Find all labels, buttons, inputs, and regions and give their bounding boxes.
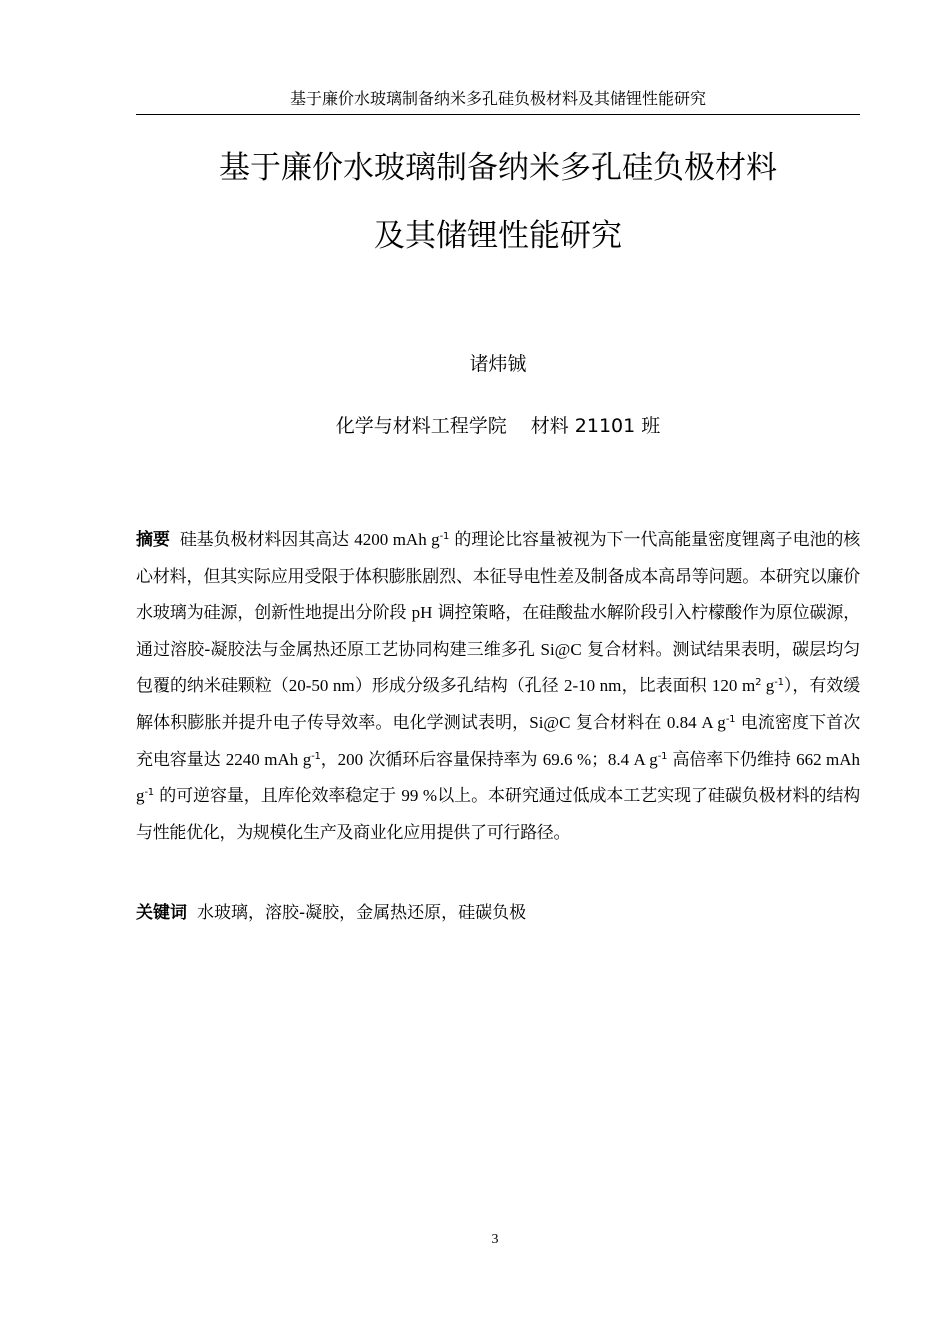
abstract-latin-run: 4200 mAh g bbox=[354, 530, 440, 549]
author-affiliation bbox=[100, 412, 896, 440]
abstract-text-run: 复合材料在 bbox=[570, 712, 667, 733]
paper-title-line-1: 基于廉价水玻璃制备纳米多孔硅负极材料 bbox=[219, 150, 777, 186]
abstract-latin-run: g bbox=[761, 676, 775, 696]
abstract-label: 摘要 bbox=[136, 530, 170, 550]
abstract-latin-run: 99 % bbox=[401, 786, 438, 806]
abstract-text-run: ）形成分级多孔结构（孔径 bbox=[354, 676, 564, 697]
keywords-line bbox=[136, 895, 860, 931]
abstract-superscript: -1 bbox=[144, 787, 154, 799]
abstract-superscript: 2 bbox=[755, 677, 762, 689]
abstract-latin-run: Si@C bbox=[529, 712, 571, 732]
author-name: 诸炜铖 bbox=[469, 353, 527, 375]
abstract-latin-run: pH bbox=[411, 603, 433, 623]
abstract-text-run: 以上。本研究通过低成本工艺实现了硅碳负极材料的结构与性能优化，为规模化生产及商业化应用提供了可行路径。 bbox=[136, 786, 860, 843]
running-header: 基于廉价水玻璃制备纳米多孔硅负极材料及其储锂性能研究 bbox=[136, 86, 860, 115]
abstract-text-run: 次循环后容量保持率为 bbox=[363, 749, 543, 770]
abstract-latin-run: 662 mAh g bbox=[136, 749, 861, 806]
abstract-text-run: 硅基负极材料因其高达 bbox=[179, 530, 355, 550]
college-name: 化学与材料工程学院 bbox=[335, 415, 507, 437]
abstract-body bbox=[136, 530, 860, 843]
abstract-latin-run: 69.6 % bbox=[542, 749, 592, 769]
abstract-text-run: 的可逆容量，且库伦效率稳定于 bbox=[153, 786, 402, 807]
abstract-latin-run: 200 bbox=[337, 749, 364, 769]
abstract-text-run: ，比表面积 bbox=[621, 676, 712, 697]
abstract-text-run: 调控策略，在硅酸盐水解阶段引入柠檬酸作为原位碳源，通过溶胶-凝胶法与金属热还原工艺协同构建三维多孔 bbox=[136, 603, 860, 660]
abstract-text-run: ），有效缓解体积膨胀并提升电子传导效率。电化学测试表明， bbox=[136, 676, 861, 733]
abstract-latin-run: 120 m bbox=[711, 676, 756, 696]
abstract-superscript: -1 bbox=[725, 713, 736, 725]
keywords-label: 关键词 bbox=[136, 903, 187, 923]
abstract-superscript: -1 bbox=[774, 677, 784, 689]
abstract-text-run: 复合材料。测试结果表明，碳层均匀包覆的纳米硅颗粒（ bbox=[136, 639, 860, 697]
abstract-text-run: 高倍率下仍维持 bbox=[667, 749, 797, 770]
abstract-latin-run: 8.4 A g bbox=[607, 749, 658, 769]
abstract-superscript: -1 bbox=[657, 750, 668, 762]
abstract-superscript: -1 bbox=[439, 531, 450, 542]
abstract-text-run: 电流密度下首次充电容量达 bbox=[136, 712, 860, 770]
abstract-latin-run: 2-10 nm bbox=[563, 676, 622, 696]
abstract-latin-run: 20-50 nm bbox=[288, 676, 355, 696]
abstract-latin-run: 2240 mAh g bbox=[225, 749, 312, 769]
paper-title-line-2: 及其储锂性能研究 bbox=[374, 218, 622, 254]
abstract-text-run: ； bbox=[591, 749, 608, 770]
abstract-superscript: -1 bbox=[311, 750, 321, 762]
abstract-text-run: ， bbox=[320, 749, 338, 770]
class-name: 材料 21101 班 bbox=[530, 415, 661, 437]
keywords-text: 水玻璃，溶胶-凝胶，金属热还原，硅碳负极 bbox=[197, 903, 527, 923]
abstract-paragraph bbox=[136, 522, 860, 851]
abstract-text-run: 的理论比容量被视为下一代高能量密度锂离子电池的核心材料，但其实际应用受限于体积膨胀剧烈、本征导电性差及制备成本高昂等问题。本研究以廉价水玻璃为硅源，创新性地提出分阶段 bbox=[136, 530, 860, 624]
abstract-latin-run: Si@C bbox=[540, 639, 582, 659]
page-number: 3 bbox=[491, 1232, 499, 1247]
abstract-latin-run: 0.84 A g bbox=[666, 712, 726, 732]
